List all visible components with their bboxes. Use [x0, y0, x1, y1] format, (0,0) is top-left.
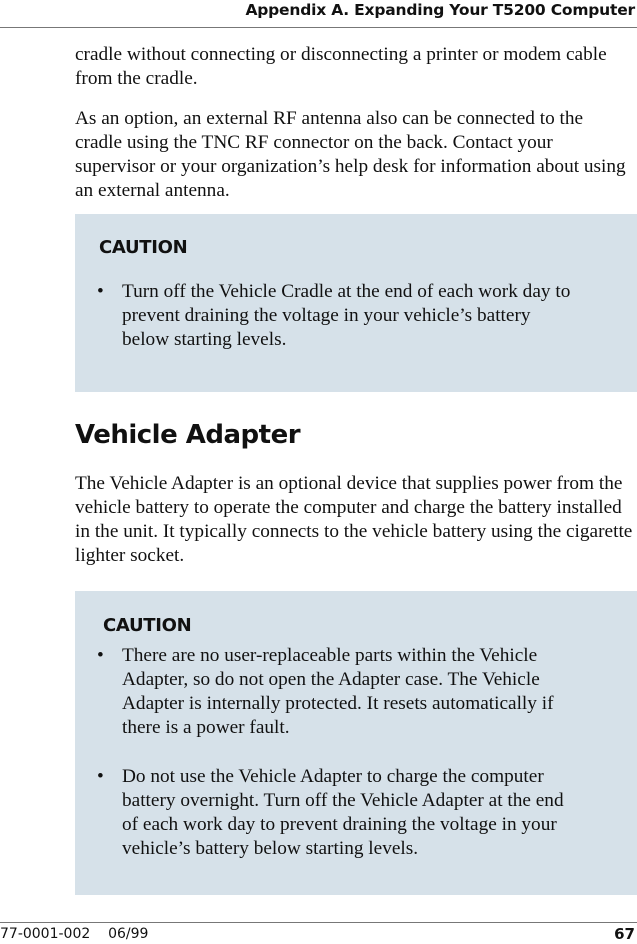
footer-rule [0, 922, 637, 923]
page-header [0, 0, 637, 28]
body-paragraph-1: cradle without connecting or disconnecting a printer or modem cable from the cradle. [75, 44, 607, 89]
caution-title: CAUTION [103, 615, 192, 636]
page-number: 67 [614, 925, 635, 943]
caution-bullet [97, 280, 637, 352]
running-header-title: Appendix A. Expanding Your T5200 Computer [245, 1, 635, 19]
bullet-dot: • [97, 281, 104, 302]
bullet-dot: • [97, 645, 104, 666]
section-paragraph: The Vehicle Adapter is an optional device that supplies power from the vehicle battery to operate the computer and charge the battery installed in the unit. It typically connects to the vehicle battery using the cigarette lighter socket. [75, 473, 633, 566]
bullet-text: There are no user-replaceable parts within the Vehicle Adapter, so do not open the Adapter case. The Vehicle Adapter is internally protected. It resets automatically if there is a power fault. [122, 645, 554, 738]
caution-box-2 [75, 591, 637, 895]
header-rule [0, 27, 637, 28]
section-heading: Vehicle Adapter [75, 420, 301, 450]
caution-title: CAUTION [99, 237, 188, 258]
caution-box-1 [75, 214, 637, 392]
caution-bullet [97, 644, 637, 740]
body-paragraph-2: As an option, an external RF antenna also can be connected to the cradle using the TNC RF connector on the back. Contact your supervisor or your organization’s help desk for information about using an external antenna. [75, 108, 626, 201]
caution-bullet [97, 765, 637, 861]
bullet-text: Do not use the Vehicle Adapter to charge the computer battery overnight. Turn off the Vehicle Adapter at the end of each work day to prevent draining the voltage in your vehicle’s battery below starting levels. [122, 766, 564, 859]
bullet-dot: • [97, 766, 104, 787]
bullet-text: Turn off the Vehicle Cradle at the end of each work day to prevent draining the voltage in your vehicle’s battery below starting levels. [122, 281, 571, 350]
footer-document-id: 77-0001-002 06/99 [0, 926, 149, 942]
